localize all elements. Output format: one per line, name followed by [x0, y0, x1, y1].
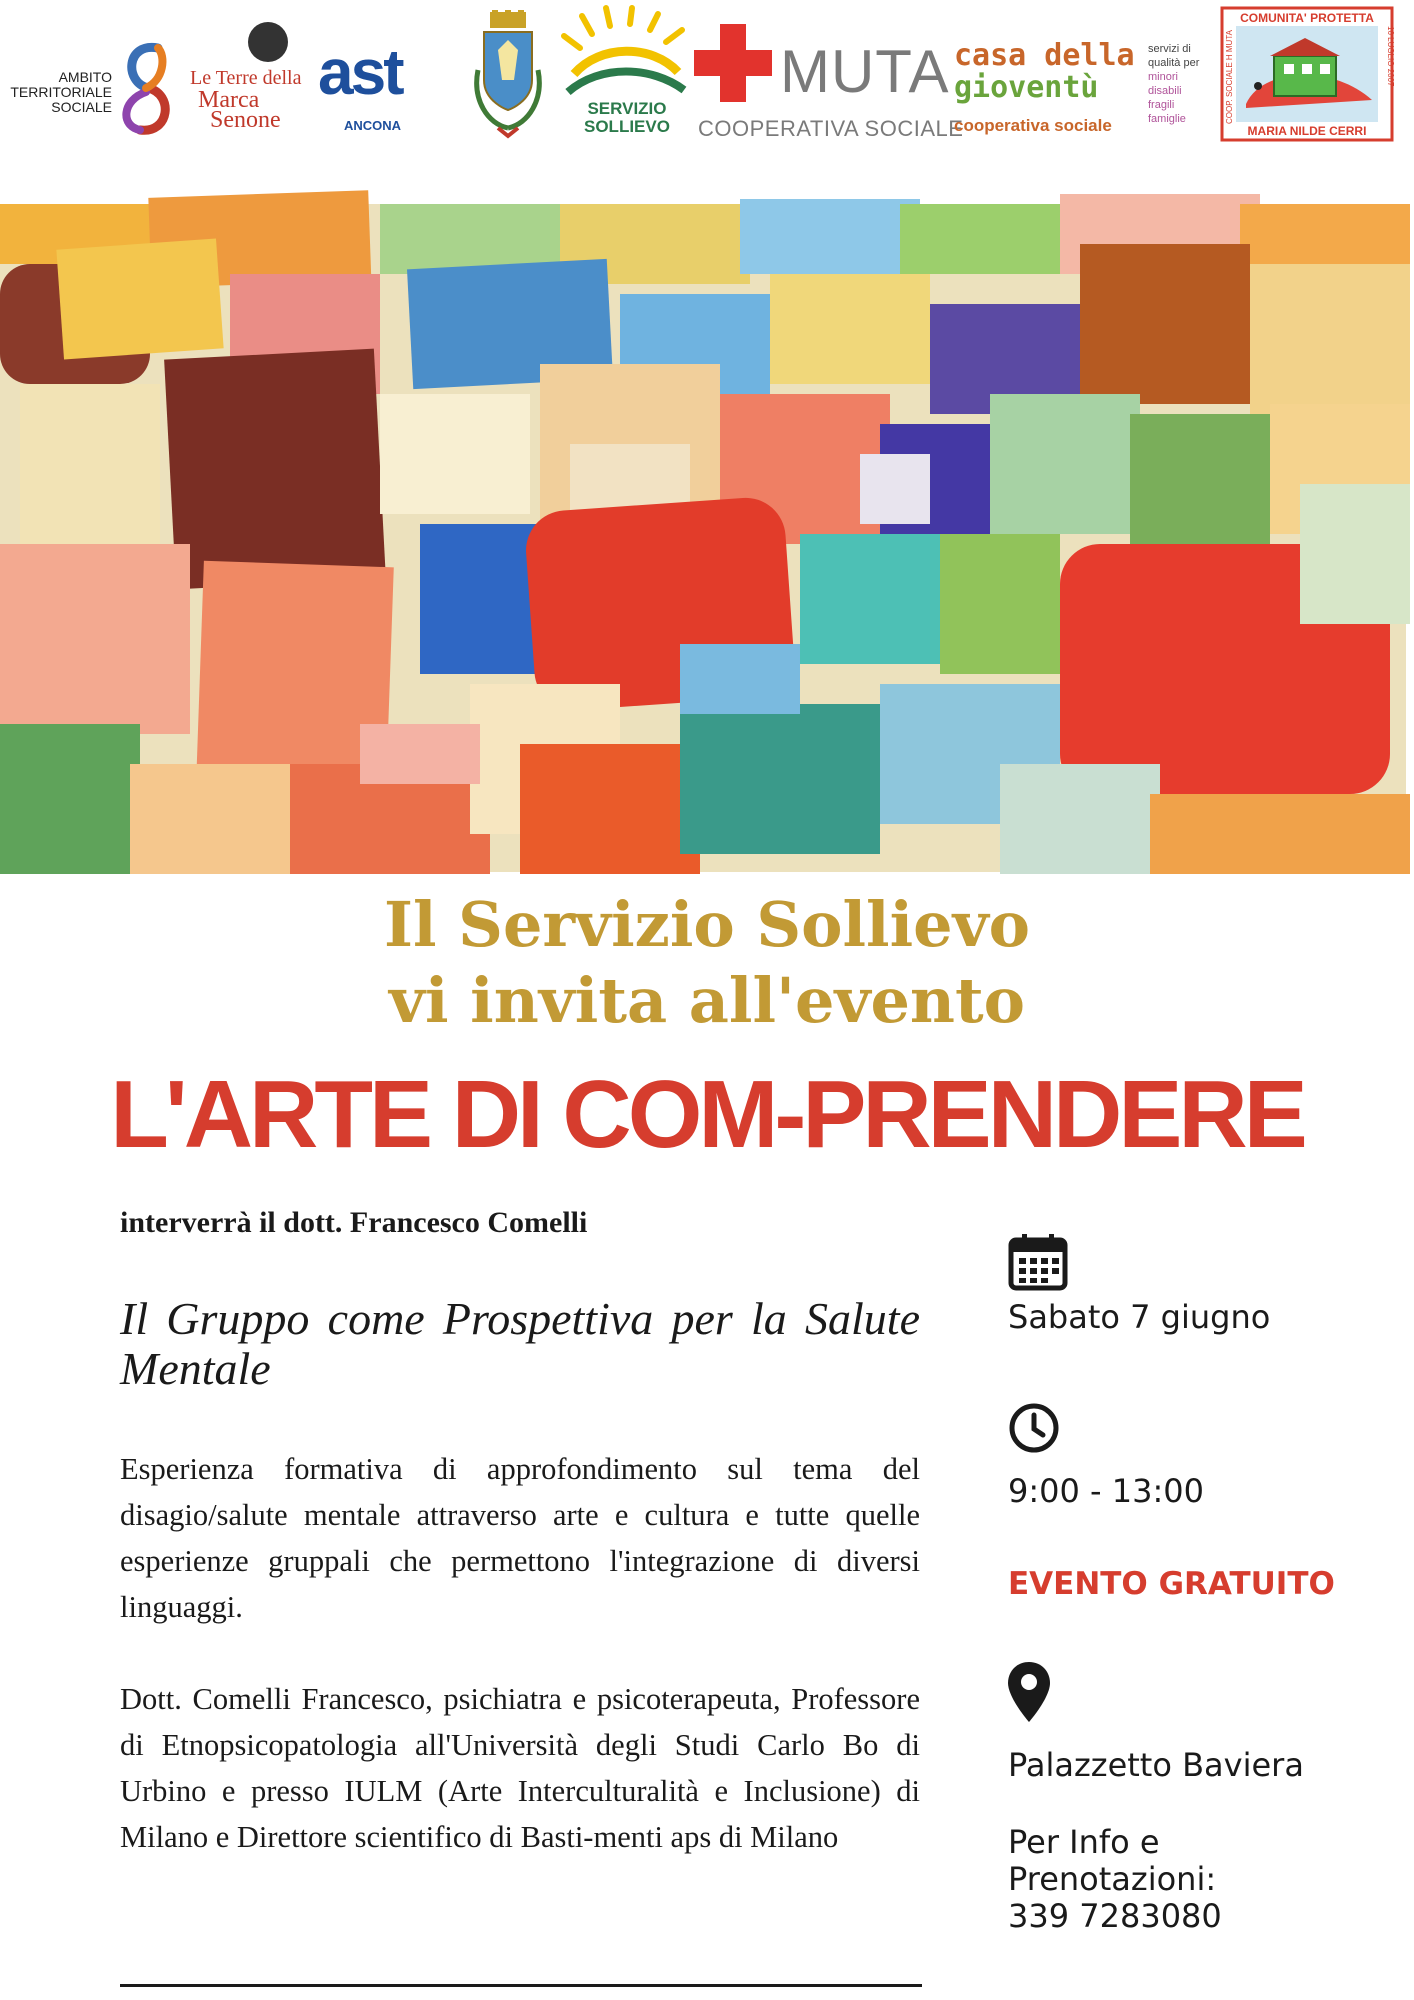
logo-ambito-line: SOCIALE [51, 99, 112, 115]
event-place: Palazzetto Baviera [1008, 1746, 1304, 1784]
logo-servizi-qualita [1148, 42, 1199, 126]
logo-ambito-line: AMBITO [58, 69, 112, 85]
comunita-top-text: COMUNITA' PROTETTA [1240, 11, 1374, 25]
logo-servizi-line: fragili [1148, 99, 1175, 111]
logo-casa-line: gioventù [954, 70, 1099, 105]
municipal-crest-icon [468, 10, 548, 140]
info-booking [1008, 1824, 1222, 1935]
logo-casa-line: casa della [954, 38, 1135, 73]
logo-comunita-protetta [1222, 8, 1395, 140]
logo-ambito-line: TERRITORIALE [10, 84, 112, 100]
muta-cross-icon [694, 24, 772, 102]
logo-terre-globe-icon [248, 22, 288, 62]
logo-servizi-line: servizi di [1148, 43, 1191, 55]
description-paragraph: Esperienza formativa di approfondimento sul tema del disagio/salute mentale attraverso arte e cultura e tutte quelle esperienze gruppali che permettono l'integrazione di diversi linguaggi. [120, 1452, 920, 1624]
logo-muta: MUTA [780, 38, 950, 105]
calendar-icon [1008, 1232, 1068, 1292]
logo-servizi-line: famiglie [1148, 113, 1186, 125]
partner-logos-strip [0, 0, 1414, 160]
info-line-1: Per Info e [1008, 1823, 1160, 1861]
comunita-bottom-text: MARIA NILDE CERRI [1247, 124, 1367, 138]
clock-icon [1008, 1402, 1060, 1454]
event-subtitle: Il Gruppo come Prospettiva per la Salute Mentale [120, 1293, 920, 1394]
map-pin-icon [1006, 1660, 1052, 1724]
logo-ambito-territoriale [4, 70, 112, 115]
logo-muta-subtitle: COOPERATIVA SOCIALE [698, 116, 964, 141]
free-event-label: EVENTO GRATUITO [1008, 1566, 1335, 1602]
comunita-right-text: 16 LUGLIO 2007 [1386, 26, 1395, 87]
bottom-divider [120, 1984, 922, 1987]
logo-sollievo-line: SOLLIEVO [584, 117, 670, 136]
logo-terre-line: Marca [198, 87, 260, 113]
heading-line-2: vi invita all'evento [388, 964, 1025, 1037]
logo-ambito-mark-icon [118, 42, 176, 138]
logo-ast-subtitle: ANCONA [344, 118, 402, 133]
comunita-left-text: COOP. SOCIALE H MUTA [1225, 30, 1234, 124]
logo-servizi-line: disabili [1148, 85, 1182, 97]
logo-servizio-sollievo [584, 100, 670, 136]
info-line-2: Prenotazioni: [1008, 1860, 1217, 1898]
speaker-line: interverrà il dott. Francesco Comelli [120, 1206, 588, 1239]
logo-casa-della-gioventu [954, 40, 1135, 104]
logo-servizi-line: qualità per [1148, 57, 1200, 69]
painting-canvas [0, 204, 1406, 872]
abstract-painting-image [0, 204, 1406, 872]
heading-line-1: Il Servizio Sollievo [384, 888, 1030, 961]
event-date: Sabato 7 giugno [1008, 1298, 1271, 1336]
logo-terre-line: Le Terre della [190, 67, 302, 89]
servizio-sollievo-sun-icon [560, 8, 690, 98]
logo-sollievo-line: SERVIZIO [587, 99, 667, 118]
logo-terre-line: Senone [210, 107, 281, 133]
phone-number: 339 7283080 [1008, 1897, 1222, 1935]
event-time: 9:00 - 13:00 [1008, 1472, 1204, 1510]
speaker-bio-paragraph: Dott. Comelli Francesco, psichiatra e psicoterapeuta, Professore di Etnopsicopatologia all'Università degli Studi Carlo Bo di Urbino e presso IULM (Arte Interculturalità e Inclusione) di Milano e Direttore scientifico di Basti-menti aps di Milano [120, 1682, 920, 1854]
logo-casa-subtitle: cooperativa sociale [954, 116, 1112, 135]
event-title: L'ARTE DI COM-PRENDERE [110, 1061, 1304, 1168]
logo-servizi-line: minori [1148, 71, 1178, 83]
logo-ast: ast [318, 36, 402, 108]
logo-terre-della-marca-senone [190, 67, 308, 133]
